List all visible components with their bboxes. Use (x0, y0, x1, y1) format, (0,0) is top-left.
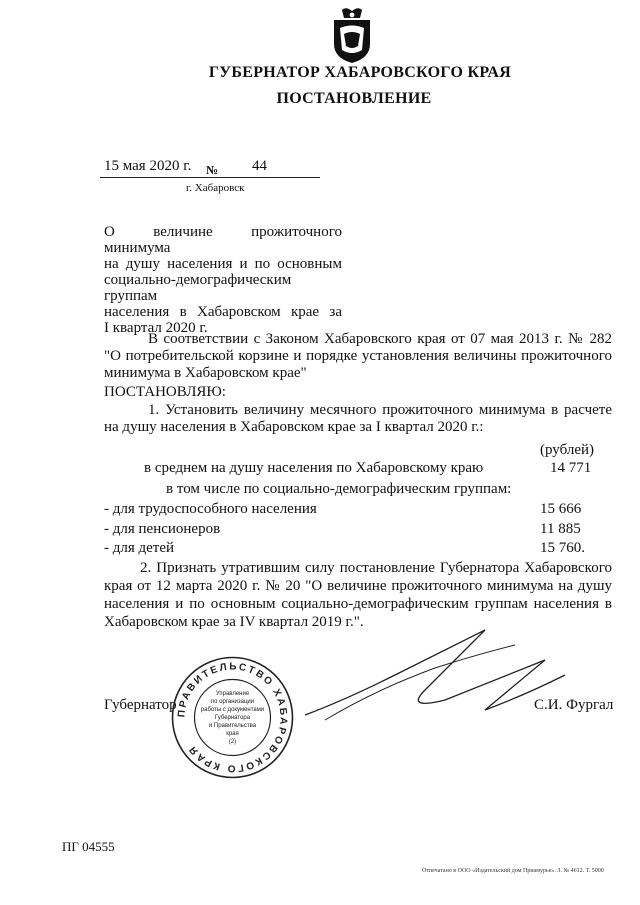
group-label: - для пенсионеров (104, 521, 221, 537)
seal-text-line: (2) (228, 739, 237, 745)
group-value: 15 760. (540, 540, 585, 556)
seal-text-line: края (226, 731, 239, 737)
seal-text-line: и Правительства (208, 723, 257, 729)
subject-line: на душу населения и по основным (104, 256, 342, 272)
city-label: г. Хабаровск (186, 182, 245, 194)
printer-note: Отпечатано в ООО «Издательский дом Приамурье». З. № 4612. Т. 5000 (422, 868, 604, 874)
signer-name: С.И. Фургал (534, 697, 614, 713)
seal-text-line: Управление (215, 691, 250, 697)
item-1-paragraph (104, 402, 612, 436)
subject-line: социально-демографическим группам (104, 272, 292, 304)
signer-title: Губернатор (104, 697, 177, 713)
document-number: 44 (252, 158, 267, 174)
number-sign: № (206, 163, 219, 177)
preamble-paragraph (104, 331, 612, 382)
preamble-line: В соответствии с Законом Хабаровского края от 07 мая 2013 г. № 282 (148, 331, 612, 347)
coat-of-arms-icon (330, 6, 374, 64)
average-label: в среднем на душу населения по Хабаровскому краю (144, 460, 484, 476)
preamble-line: минимума в Хабаровском крае" (104, 365, 307, 381)
item-2-line: 2. Признать утратившим силу постановление Губернатора Хабаровского (140, 560, 612, 576)
including-label: в том числе по социально-демографическим группам: (166, 481, 512, 497)
document-type-heading: ПОСТАНОВЛЕНИЕ (276, 90, 432, 107)
item-1-line: 1. Установить величину месячного прожиточного минимума в расчете (148, 402, 612, 418)
subject-line: I квартал 2020 г. (104, 320, 208, 336)
decree-word: ПОСТАНОВЛЯЮ: (104, 384, 226, 400)
form-code: ПГ 04555 (62, 839, 115, 854)
handwritten-signature (285, 620, 575, 740)
item-1-line: на душу населения в Хабаровском крае за I квартал 2020 г.: (104, 419, 484, 435)
average-value: 14 771 (550, 460, 592, 476)
official-seal (170, 655, 295, 780)
date-underline (100, 177, 320, 178)
subject-line: населения в Хабаровском крае за (104, 304, 342, 320)
item-2-line: Хабаровском крае за IV квартал 2019 г.". (104, 614, 364, 630)
unit-label: (рублей) (540, 442, 595, 458)
document-date: 15 мая 2020 г. (104, 158, 192, 174)
group-value: 15 666 (540, 501, 582, 517)
item-2-line: населения и по основным социально-демографическим группам населения в (104, 596, 612, 612)
preamble-line: "О потребительской корзине и порядке установления величины прожиточного (104, 348, 612, 364)
seal-text-line: по организации (210, 699, 255, 705)
document-subject (104, 224, 342, 336)
seal-text-line: Губернатора (214, 715, 251, 721)
authority-heading: ГУБЕРНАТОР ХАБАРОВСКОГО КРАЯ (208, 64, 512, 81)
group-label: - для трудоспособного населения (104, 501, 317, 517)
subject-line: О величине прожиточного минимума (104, 224, 342, 256)
group-value: 11 885 (540, 521, 581, 537)
group-label: - для детей (104, 540, 175, 556)
seal-ring-text: ПРАВИТЕЛЬСТВО ХАБАРОВСКОГО КРАЯ (176, 661, 289, 774)
seal-text-line: работы с документами (200, 707, 265, 713)
item-2-line: края от 12 марта 2020 г. № 20 "О величине прожиточного минимума на душу (104, 578, 612, 594)
